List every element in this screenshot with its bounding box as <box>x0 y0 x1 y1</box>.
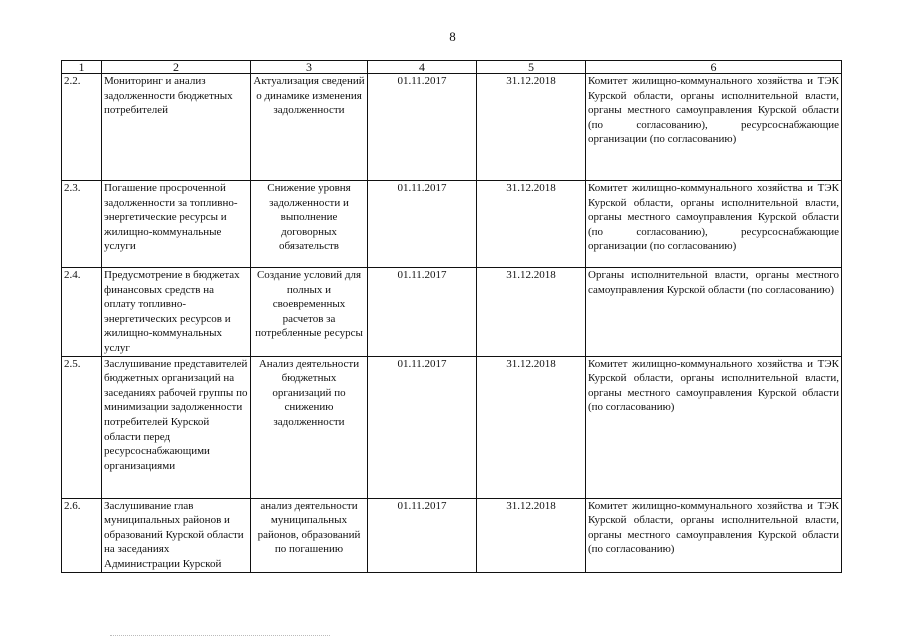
executors-cell: Органы исполнительной власти, органы местного самоуправления Курской области (по согласованию) <box>586 268 842 357</box>
end-date-cell: 31.12.2018 <box>477 356 586 498</box>
column-header: 2 <box>102 61 251 74</box>
scan-artifact <box>110 634 330 636</box>
item-number: 2.4. <box>62 268 102 357</box>
table-row <box>62 268 842 357</box>
end-date-cell: 31.12.2018 <box>477 498 586 572</box>
page-number: 8 <box>449 29 456 44</box>
column-header: 5 <box>477 61 586 74</box>
item-number: 2.3. <box>62 181 102 268</box>
column-header: 3 <box>251 61 368 74</box>
activity-cell: Погашение просроченной задолженности за топливно-энергетические ресурсы и жилищно-коммунальные услуги <box>102 181 251 268</box>
activity-cell: Мониторинг и анализ задолженности бюджетных потребителей <box>102 74 251 181</box>
item-number: 2.5. <box>62 356 102 498</box>
end-date-cell: 31.12.2018 <box>477 268 586 357</box>
column-header: 1 <box>62 61 102 74</box>
table-row <box>62 74 842 181</box>
table-row <box>62 181 842 268</box>
activity-cell: Заслушивание глав муниципальных районов и образований Курской области на заседаниях Администрации Курской <box>102 498 251 572</box>
result-cell: анализ деятельности муниципальных районов, образований по погашению <box>251 498 368 572</box>
result-cell: Актуализация сведений о динамике изменения задолженности <box>251 74 368 181</box>
end-date-cell: 31.12.2018 <box>477 181 586 268</box>
start-date-cell: 01.11.2017 <box>368 498 477 572</box>
executors-cell: Комитет жилищно-коммунального хозяйства и ТЭК Курской области, органы исполнительной власти, органы местного самоуправления Курской области (по согласованию) <box>586 356 842 498</box>
activity-cell: Предусмотрение в бюджетах финансовых средств на оплату топливно-энергетических ресурсов и жилищно-коммунальных услуг <box>102 268 251 357</box>
end-date-cell: 31.12.2018 <box>477 74 586 181</box>
executors-cell: Комитет жилищно-коммунального хозяйства и ТЭК Курской области, органы исполнительной власти, органы местного самоуправления Курской области (по согласованию), ресурсоснабжающие организации (по согласованию) <box>586 74 842 181</box>
measures-table <box>61 60 842 573</box>
start-date-cell: 01.11.2017 <box>368 268 477 357</box>
header-row <box>62 61 842 74</box>
activity-cell: Заслушивание представителей бюджетных организаций на заседаниях рабочей группы по минимизации задолженности потребителей Курской области перед ресурсоснабжающими организациями <box>102 356 251 498</box>
result-cell: Снижение уровня задолженности и выполнение договорных обязательств <box>251 181 368 268</box>
item-number: 2.6. <box>62 498 102 572</box>
table-row <box>62 356 842 498</box>
item-number: 2.2. <box>62 74 102 181</box>
start-date-cell: 01.11.2017 <box>368 74 477 181</box>
column-header: 4 <box>368 61 477 74</box>
table-row <box>62 498 842 572</box>
executors-cell: Комитет жилищно-коммунального хозяйства и ТЭК Курской области, органы исполнительной власти, органы местного самоуправления Курской области (по согласованию) <box>586 498 842 572</box>
start-date-cell: 01.11.2017 <box>368 181 477 268</box>
result-cell: Создание условий для полных и своевременных расчетов за потребленные ресурсы <box>251 268 368 357</box>
column-header: 6 <box>586 61 842 74</box>
result-cell: Анализ деятельности бюджетных организаций по снижению задолженности <box>251 356 368 498</box>
start-date-cell: 01.11.2017 <box>368 356 477 498</box>
executors-cell: Комитет жилищно-коммунального хозяйства и ТЭК Курской области, органы исполнительной власти, органы местного самоуправления Курской области (по согласованию), ресурсоснабжающие организации (по согласованию) <box>586 181 842 268</box>
